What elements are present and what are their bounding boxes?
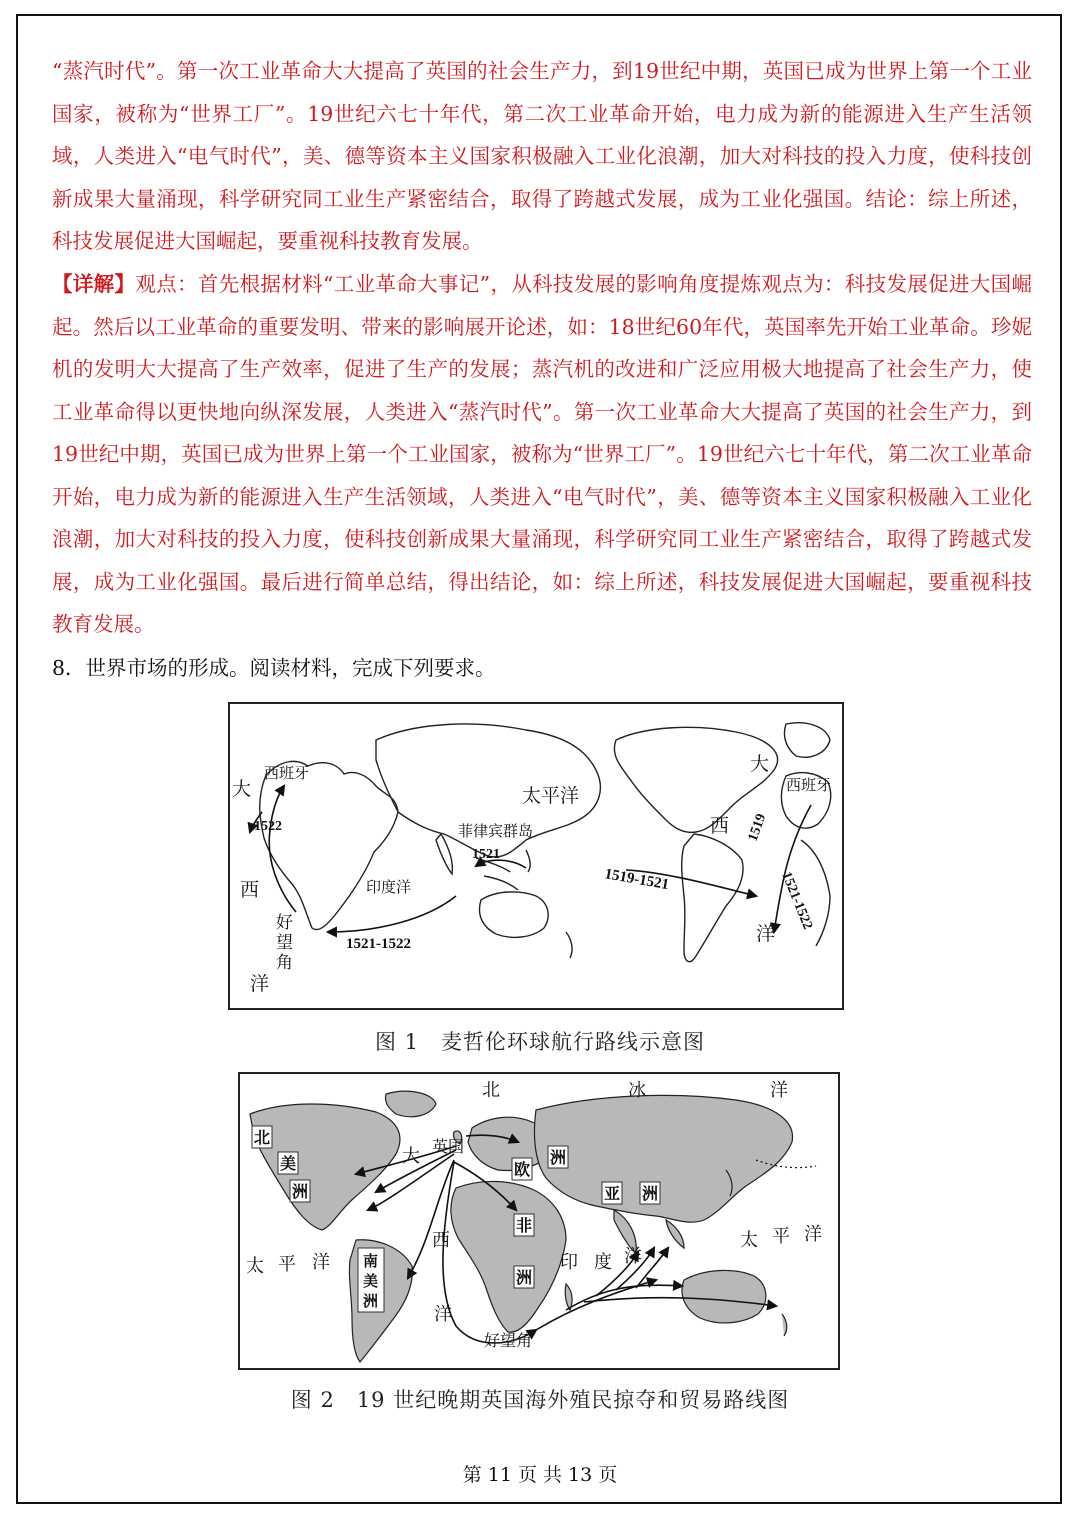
- fig2-na-1: 北: [254, 1128, 271, 1147]
- fig2-as-1: 亚: [604, 1184, 621, 1203]
- fig2-sa-3: 洲: [363, 1292, 379, 1310]
- fig2-bei: 北: [482, 1080, 500, 1101]
- fig2-da: 大: [402, 1146, 420, 1167]
- analysis-tag: 【详解】: [52, 272, 136, 296]
- fig1-yang-right: 洋: [756, 923, 776, 945]
- fig1-cape-3: 角: [276, 953, 293, 973]
- fig2-eu-1: 欧: [514, 1160, 531, 1179]
- fig2-yang-pac-l: 洋: [312, 1252, 330, 1273]
- analysis-text: 观点：首先根据材料“工业革命大事记”，从科技发展的影响角度提炼观点为：科技发展促进大国崛起。然后以工业革命的重要发明、带来的影响展开论述，如：18世纪60年代，英国率先开始工业革命。珍妮机的发明大大提高了生产效率，促进了生产的发展；蒸汽机的改进和广泛应用极大地提高了社会生产力，使工业革命得以更快地向纵深发展，人类进入“蒸汽时代”。第一次工业革命大大提高了英国的社会生产力，到19世纪中期，英国已成为世界上第一个工业国家，被称为“世界工厂”。19世纪六七十年代，第二次工业革命开始，电力成为新的能源进入生产生活领域，人类进入“电气时代”，美、德等资本主义国家积极融入工业化浪潮，加大对科技的投入力度，使科技创新成果大量涌现，科学研究同工业生产紧密结合，取得了跨越式发展，成为工业化强国。最后进行简单总结，得出结论，如：综上所述，科技发展促进大国崛起，要重视科技教育发展。: [52, 272, 1032, 636]
- fig1-da-left: 大: [232, 778, 252, 800]
- fig1-indian-ocean: 印度洋: [366, 878, 412, 896]
- fig1-cape-2: 望: [276, 933, 293, 953]
- fig1-cape-1: 好: [276, 913, 293, 933]
- fig1-year-1521: 1521: [472, 847, 500, 862]
- fig2-na-3: 洲: [292, 1182, 309, 1201]
- figure-1-caption: 图 1 麦哲伦环球航行路线示意图: [374, 1030, 706, 1054]
- fig1-xi-left: 西: [240, 879, 260, 901]
- fig2-yang-atl: 洋: [434, 1304, 452, 1325]
- fig1-xi-right: 西: [710, 815, 730, 837]
- fig1-spain-left: 西班牙: [264, 764, 310, 782]
- figure-2-map: [236, 1070, 842, 1372]
- fig2-cape: 好望角: [484, 1331, 533, 1350]
- fig2-na-2: 美: [280, 1154, 297, 1173]
- fig2-yang-top: 洋: [770, 1080, 788, 1101]
- answer-paragraph: “蒸汽时代”。第一次工业革命大大提高了英国的社会生产力，到19世纪中期，英国已成为世界上第一个工业国家，被称为“世界工厂”。19世纪六七十年代，第二次工业革命开始，电力成为新的能源进入生产生活领域，人类进入“电气时代”，美、德等资本主义国家积极融入工业化浪潮，加大对科技的投入力度，使科技创新成果大量涌现，科学研究同工业生产紧密结合，取得了跨越式发展，成为工业化强国。结论：综上所述，科技发展促进大国崛起，要重视科技教育发展。: [52, 59, 1032, 253]
- page-number-footer: 第 11 页 共 13 页: [462, 1464, 618, 1486]
- fig2-as-2: 洲: [642, 1184, 659, 1203]
- fig2-ping-r: 平: [772, 1226, 790, 1247]
- question-8: 8．世界市场的形成。阅读材料，完成下列要求。: [52, 656, 496, 680]
- fig2-yin: 印: [560, 1252, 578, 1273]
- fig2-yang-ind: 洋: [624, 1246, 642, 1267]
- fig1-1521-1522-left: 1521-1522: [346, 936, 411, 952]
- figure-1-map: [226, 700, 846, 1012]
- fig1-year-1522: 1522: [254, 819, 282, 834]
- fig1-year-1519: 1519: [745, 811, 770, 844]
- fig1-1521-1522-right: 1521-1522: [778, 869, 815, 932]
- fig1-yang-left: 洋: [250, 973, 270, 995]
- fig2-sa-2: 美: [363, 1272, 379, 1290]
- fig2-af-2: 洲: [516, 1268, 533, 1287]
- figure-2-caption: 图 2 19 世纪晚期英国海外殖民掠夺和贸易路线图: [290, 1388, 790, 1412]
- fig1-da-right: 大: [750, 753, 770, 775]
- fig2-xi: 西: [432, 1230, 450, 1251]
- fig1-philippines: 菲律宾群岛: [458, 822, 534, 840]
- fig2-bing: 冰: [628, 1080, 646, 1101]
- fig1-1519-1521: 1519-1521: [603, 866, 671, 894]
- fig2-du: 度: [594, 1252, 612, 1273]
- fig2-eu-2: 洲: [550, 1148, 567, 1167]
- fig2-ping-l: 平: [278, 1254, 296, 1275]
- fig2-britain: 英国: [432, 1137, 465, 1156]
- fig1-pacific: 太平洋: [522, 785, 580, 807]
- fig2-sa-1: 南: [363, 1252, 379, 1270]
- fig2-tai-l: 太: [246, 1256, 264, 1277]
- fig2-af-1: 非: [516, 1216, 533, 1235]
- analysis-paragraph: [52, 263, 1032, 646]
- fig2-tai-r: 太: [740, 1230, 758, 1251]
- fig1-spain-right: 西班牙: [786, 776, 832, 794]
- fig2-yang-pac-r: 洋: [804, 1224, 822, 1245]
